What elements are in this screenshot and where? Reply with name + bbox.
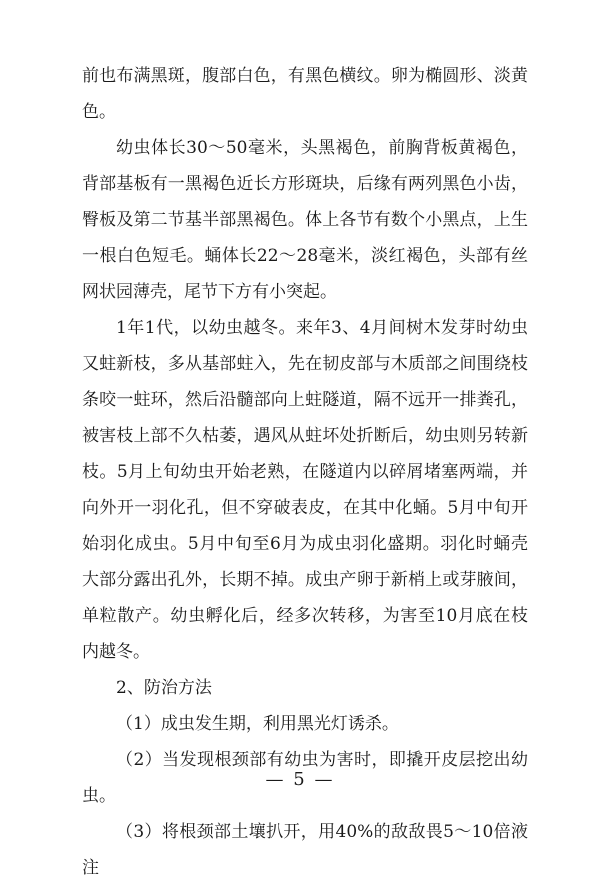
section-heading-control-methods: 2、防治方法 — [116, 678, 212, 698]
document-body — [82, 58, 528, 886]
paragraph-adult-description: 前也布满黑斑，腹部白色，有黑色横纹。卵为椭圆形、淡黄色。 — [82, 66, 528, 122]
list-item-method-1: （1）成虫发生期，利用黑光灯诱杀。 — [116, 714, 399, 734]
list-item-method-2: （2）当发现根颈部有幼虫为害时，即撬开皮层挖出幼虫。 — [82, 750, 528, 806]
page-number: — 5 — — [265, 769, 335, 790]
paragraph-larva-description: 幼虫体长30～50毫米，头黑褐色，前胸背板黄褐色，背部基板有一黑褐色近长方形斑块，后缘有两列黑色小齿，臀板及第二节基半部黑褐色。体上各节有数个小黑点，上生一根白色短毛。蛹体长22～28毫米，淡红褐色，头部有丝网状园薄壳，尾节下方有小突起。 — [82, 138, 528, 302]
paragraph-life-cycle: 1年1代，以幼虫越冬。来年3、4月间树木发芽时幼虫又蛀新枝，多从基部蛀入，先在韧皮部与木质部之间围绕枝条咬一蛀环，然后沿髓部向上蛀隧道，隔不远开一排粪孔，被害枝上部不久枯萎，遇风从蛀坏处折断后，幼虫则另转新枝。5月上旬幼虫开始老熟，在隧道内以碎屑堵塞两端，并向外开一羽化孔，但不穿破表皮，在其中化蛹。5月中旬开始羽化成虫。5月中旬至6月为成虫羽化盛期。羽化时蛹壳大部分露出孔外，长期不掉。成虫产卵于新梢上或芽腋间，单粒散产。幼虫孵化后，经多次转移，为害至10月底在枝内越冬。 — [82, 318, 528, 662]
list-item-method-3: （3）将根颈部土壤扒开，用40%的敌敌畏5～10倍液注 — [82, 822, 528, 878]
